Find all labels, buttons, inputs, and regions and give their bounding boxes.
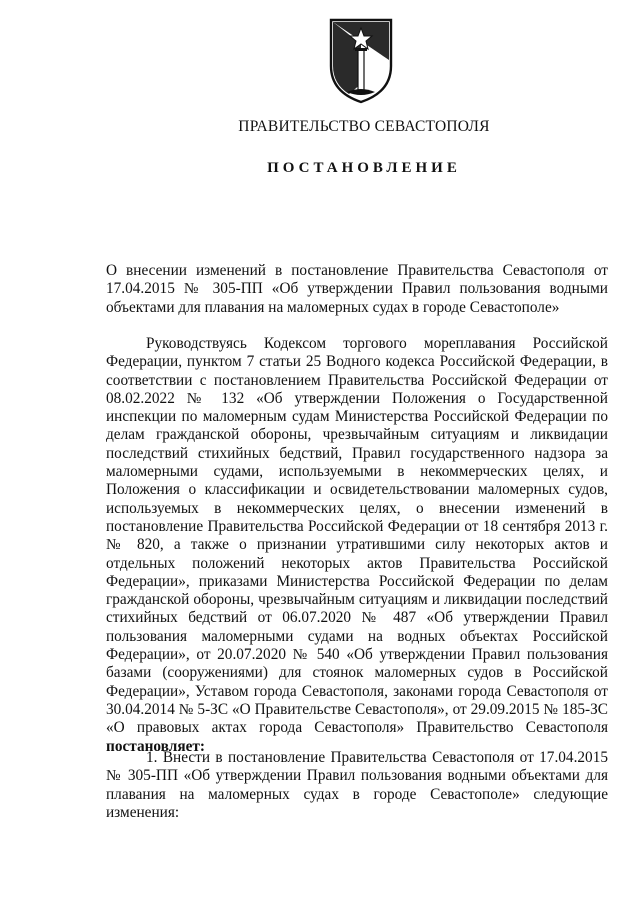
preamble-paragraph: [106, 335, 608, 756]
preamble: [106, 335, 608, 756]
sevastopol-coat-of-arms-icon: [325, 14, 397, 104]
government-title: ПРАВИТЕЛЬСТВО СЕВАСТОПОЛЯ: [238, 118, 490, 135]
subject-text: О внесении изменений в постановление Правительства Севастополя от 17.04.2015 № 305-ПП «Об утверждении Правил пользования водными объектами для плавания на маломерных судах в городе Севастополе»: [106, 262, 608, 316]
document-type-title: ПОСТАНОВЛЕНИЕ: [267, 160, 461, 176]
clause-1: [106, 749, 608, 822]
clause-1-text: 1. Внести в постановление Правительства Севастополя от 17.04.2015 № 305-ПП «Об утверждении Правил пользования водными объектами для плавания на маломерных судах в городе Севастополе» следующие изменения:: [106, 749, 608, 821]
document-subject: [106, 262, 608, 317]
preamble-text: Руководствуясь Кодексом торгового мореплавания Российской Федерации, пунктом 7 статьи 25 Водного кодекса Российской Федерации, в соответствии с постановлением Правительства Российской Федерации от 08.02.2022 № 132 «Об утверждении Положения о Государственной инспекции по маломерным судам Министерства Российской Федерации по делам гражданской обороны, чрезвычайным ситуациям и ликвидации последствий стихийных бедствий, Правил государственного надзора за маломерными судами, используемыми в некоммерческих целях, и Положения о классификации и освидетельствовании маломерных судов, используемых в некоммерческих целях, о внесении изменений в постановление Правительства Российской Федерации от 18 сентября 2013 г. № 820, а также о признании утратившими силу некоторых актов и отдельных положений некоторых актов Правительства Российской Федерации», приказами Министерства Российской Федерации по делам гражданской обороны, чрезвычайным ситуациям и ликвидации последствий стихийных бедствий от 06.07.2020 № 487 «Об утверждении Правил пользования маломерными судами на водных объектах Российской Федерации», от 20.07.2020 № 540 «Об утверждении Правил пользования базами (сооружениями) для стоянок маломерных судов в Российской Федерации», Уставом города Севастополя, законами города Севастополя от 30.04.2014 № 5-ЗС «О Правительстве Севастополя», от 29.09.2015 № 185-ЗС «О правовых актах города Севастополя» Правительство Севастополя: [106, 335, 608, 737]
resolves-word: постановляет:: [106, 737, 205, 755]
